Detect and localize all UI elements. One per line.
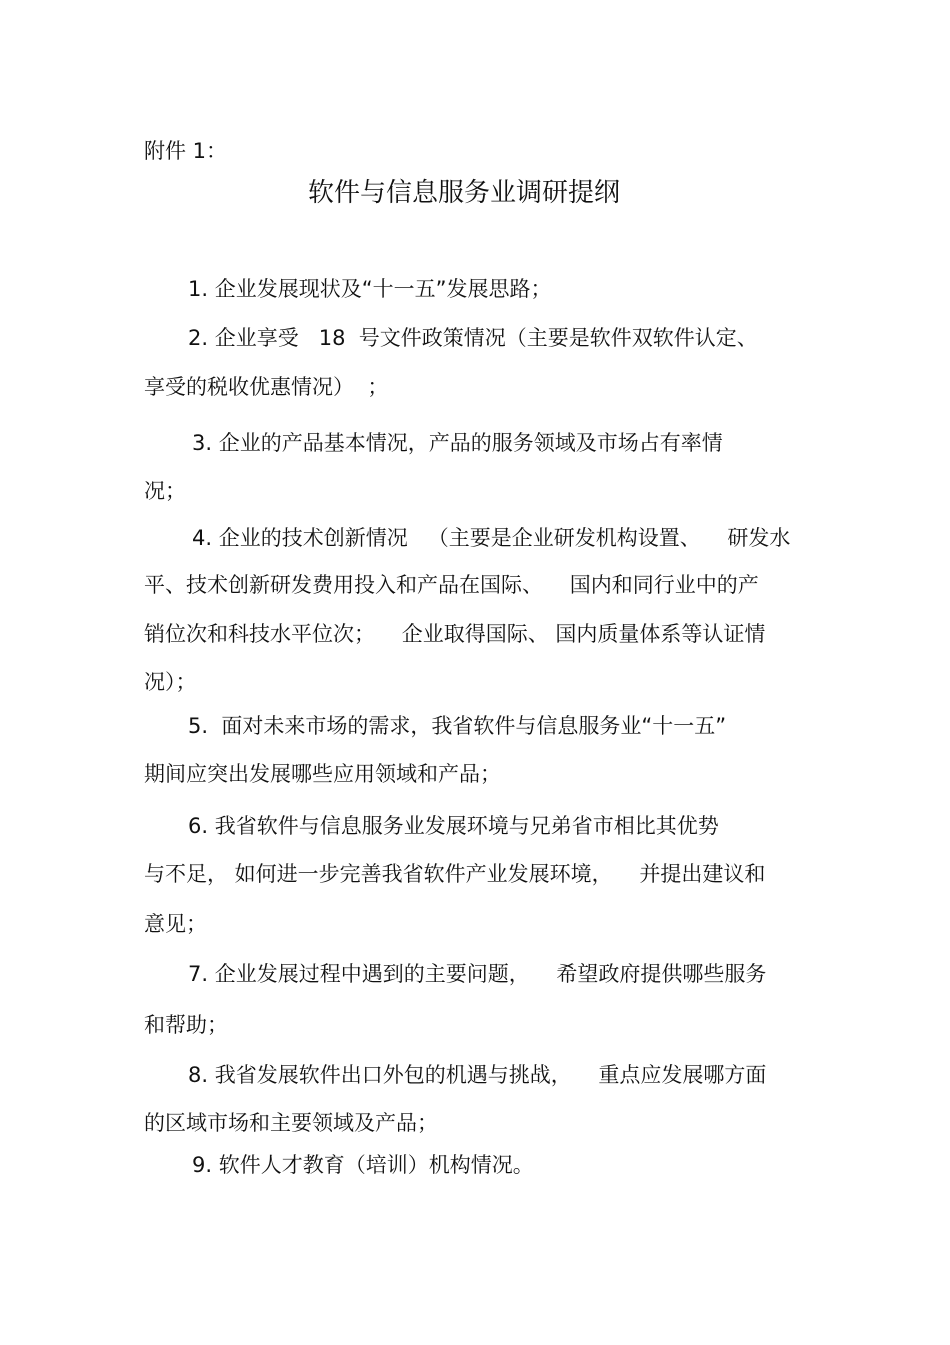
item-4-line-3: 销位次和科技水平位次； 企业取得国际、 国内质量体系等认证情 bbox=[144, 622, 766, 646]
item-2-line-2: 享受的税收优惠情况） ； bbox=[144, 375, 389, 399]
item-4-line-2: 平、技术创新研发费用投入和产品在国际、 国内和同行业中的产 bbox=[144, 573, 759, 597]
item-8-line-1: 8. 我省发展软件出口外包的机遇与挑战， 重点应发展哪方面 bbox=[188, 1063, 767, 1087]
item-4-line-1: 4. 企业的技术创新情况 （主要是企业研发机构设置、 研发水 bbox=[192, 526, 791, 550]
item-6-line-3: 意见； bbox=[144, 912, 207, 936]
item-7-line-1: 7. 企业发展过程中遇到的主要问题， 希望政府提供哪些服务 bbox=[188, 962, 767, 986]
item-4-line-4: 况）； bbox=[144, 670, 197, 694]
item-6-line-1: 6. 我省软件与信息服务业发展环境与兄弟省市相比其优势 bbox=[188, 814, 719, 838]
item-5-line-2: 期间应突出发展哪些应用领域和产品； bbox=[144, 762, 501, 786]
item-6-line-2: 与不足， 如何进一步完善我省软件产业发展环境， 并提出建议和 bbox=[144, 862, 766, 886]
item-3-line-1: 3. 企业的产品基本情况，产品的服务领域及市场占有率情 bbox=[192, 431, 723, 455]
item-5-line-1: 5. 面对未来市场的需求，我省软件与信息服务业“十一五” bbox=[188, 714, 727, 738]
item-1-line-1: 1. 企业发展现状及“十一五”发展思路； bbox=[188, 277, 552, 301]
item-9-line-1: 9. 软件人才教育（培训）机构情况。 bbox=[192, 1153, 534, 1177]
document-title: 软件与信息服务业调研提纲 bbox=[307, 178, 620, 208]
item-7-line-2: 和帮助； bbox=[144, 1013, 228, 1037]
attachment-label: 附件 1： bbox=[144, 139, 228, 163]
item-8-line-2: 的区域市场和主要领域及产品； bbox=[144, 1111, 438, 1135]
item-2-line-1: 2. 企业享受 18 号文件政策情况（主要是软件双软件认定、 bbox=[188, 326, 758, 350]
item-3-line-2: 况； bbox=[144, 479, 186, 503]
